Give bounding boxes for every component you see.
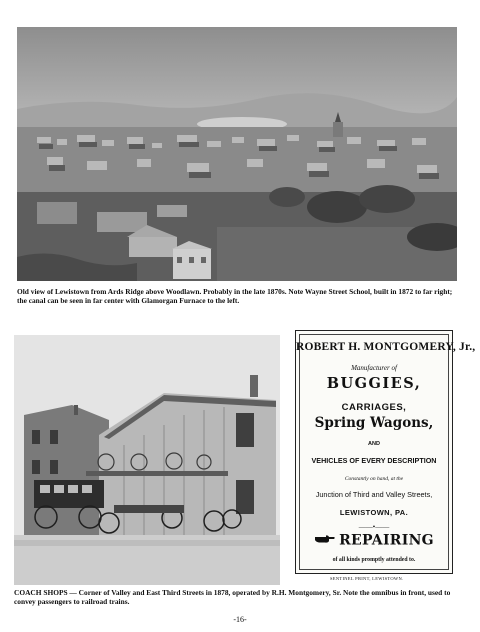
ad-city: LEWISTOWN, PA.: [339, 508, 409, 517]
ad-spring-wagons: Spring Wagons,: [314, 415, 434, 431]
montgomery-advertisement: [295, 330, 476, 574]
lewistown-panorama-photo: [17, 27, 457, 281]
ad-print-credit: SENTINEL PRINT, LEWISTOWN.: [330, 576, 404, 581]
photo-caption-lewistown: Old view of Lewistown from Ards Ridge above Woodlawn. Probably in the late 1870s. Note Wayne Street School, built in 1872 to far right; the canal can be seen in far center with Glamorgan Furnace to the left.: [17, 287, 453, 305]
lewistown-panorama-illustration: [17, 27, 457, 281]
ad-and: AND: [368, 441, 380, 447]
coach-shops-photo: [14, 335, 280, 585]
ad-repair-note: of all kinds promptly attended to.: [332, 557, 416, 563]
ad-repairing: REPAIRING: [339, 532, 434, 549]
page-number: -16-: [233, 615, 247, 624]
ad-buggies: BUGGIES,: [326, 375, 422, 392]
ad-vehicles: VEHICLES OF EVERY DESCRIPTION: [311, 456, 437, 465]
ad-address: Junction of Third and Valley Streets,: [315, 490, 433, 499]
photo-caption-coach-shops: COACH SHOPS — Corner of Valley and East Third Streets in 1878, operated by R.H. Montgomery, Sr. Note the omnibus in front, used to convey passengers to railroad trains.: [14, 588, 451, 606]
ad-proprietor-name: ROBERT H. MONTGOMERY, Jr.,: [296, 341, 476, 353]
coach-shops-illustration: [14, 335, 280, 585]
ad-repairing-row: [296, 531, 452, 549]
ad-carriages: CARRIAGES,: [341, 402, 407, 413]
ad-stock-note: Constantly on hand, at the: [344, 476, 404, 482]
pointing-hand-icon: [314, 531, 336, 549]
ad-divider: ——•——: [358, 523, 390, 531]
ad-subtitle: Manufacturer of: [351, 364, 397, 372]
